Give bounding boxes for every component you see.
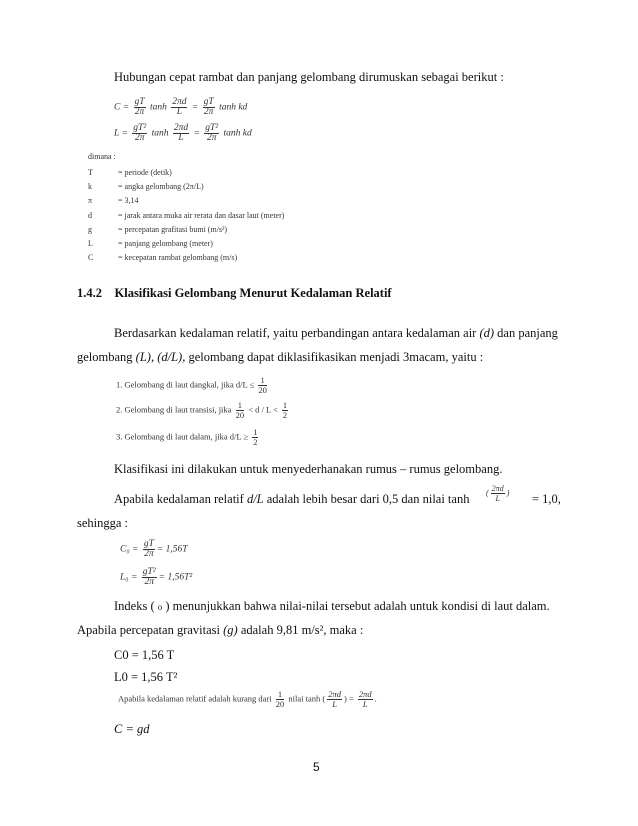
formula2-fn: tanh (151, 128, 169, 139)
formula4-lhs: L₀ (120, 572, 129, 583)
formula1-den3: 2π (203, 107, 214, 117)
para5-text-e: . (374, 693, 377, 704)
class-shallow-text: 1. Gelombang di laut dangkal, jika d/L ≤ (116, 379, 255, 390)
class-transition-den: 20 (235, 410, 245, 420)
definition-row (88, 237, 284, 251)
definition-row (88, 251, 284, 265)
class-shallow-den: 20 (258, 385, 267, 395)
class-shallow-num: 1 (258, 376, 267, 386)
para1-text-l2a: gelombang (77, 350, 136, 364)
formula1-num1: gT (134, 97, 145, 107)
para1-line2 (77, 350, 483, 365)
class-deep-num: 1 (253, 427, 258, 437)
c0-value: C0 = 1,56 T (114, 648, 175, 662)
class-transition-num2: 1 (282, 400, 288, 410)
definition-description: = kecepatan rambat gelombang (m/s) (118, 253, 238, 263)
formula2-num2: 2πd (173, 123, 189, 133)
para3-var-dl: d/L (246, 492, 264, 506)
para1-text-a: Berdasarkan kedalaman relatif, yaitu perbandingan antara kedalaman air (114, 326, 480, 340)
formula2-tail: tanh kd (223, 128, 252, 139)
tanh-arg-num: 2πd (491, 484, 504, 493)
section-number: 1.4.2 (77, 286, 102, 300)
formula1-lhs: C (114, 102, 121, 113)
section-heading (77, 286, 392, 301)
definition-row (88, 180, 284, 194)
definition-description: = periode (detik) (118, 168, 172, 177)
formula2-den2: L (178, 133, 184, 143)
para5-text-a: Apabila kedalaman relatif adalah kurang dari (118, 693, 272, 704)
definition-symbol: g (88, 224, 92, 234)
class-deep-text: 3. Gelombang di laut dalam, jika d/L ≥ (116, 431, 249, 442)
definition-description: = jarak antara muka air rerata dan dasar laut (meter) (118, 210, 285, 220)
intro-line: Hubungan cepat rambat dan panjang gelombang dirumuskan sebagai berikut : (114, 70, 504, 84)
class-item-deep (116, 428, 260, 447)
para2: Klasifikasi ini dilakukan untuk menyederhanakan rumus – rumus gelombang. (114, 462, 503, 476)
section-title: Klasifikasi Gelombang Menurut Kedalaman Relatif (114, 286, 392, 300)
para4-text-l2c: adalah 9,81 m/s², maka : (237, 623, 364, 637)
definition-row (88, 223, 284, 237)
definition-description: = angka gelombang (2π/L) (118, 182, 204, 192)
formula4-num: gT² (142, 567, 156, 577)
para5-shallow-condition (118, 690, 377, 709)
para5-n2: 2πd (328, 689, 341, 699)
formula4-den: 2π (144, 577, 154, 587)
para3-line1 (114, 492, 469, 507)
para1-var-d: (d) (479, 326, 495, 340)
formula2-num1: gT² (133, 123, 147, 133)
para3-equals: = 1,0, (532, 492, 561, 506)
formula-l0: L₀ = $\frac{\text{gT²}}{2\pi}$ = 1,56T² (120, 567, 193, 587)
formula-c-dispersion: C = $\frac{gT}{2\pi}$ tanh $\frac{2\pi d}{L}$ = $\frac{gT}{2\pi}$ tanh kd (114, 97, 248, 117)
formula-c0: C₀ = $\frac{gT}{2\pi}$ = 1,56T (120, 539, 188, 559)
formula1-fn: tanh (149, 102, 167, 113)
definition-symbol: π (88, 196, 93, 206)
para5-d2: L (332, 699, 337, 709)
formula1-den2: L (176, 107, 182, 117)
formula2-num3: gT² (205, 123, 219, 133)
page-number: 5 (313, 760, 320, 774)
para5-n3: 2πd (358, 689, 372, 699)
definition-symbol: k (88, 182, 92, 192)
formula3-num: gT (143, 539, 154, 549)
formula1-num2: 2πd (172, 97, 187, 107)
para4-var-g: (g) (223, 623, 238, 637)
definition-description: = percepatan grafitasi bumi (m/s²) (118, 224, 228, 234)
para1-var-l: (L), (d/L), (135, 350, 186, 364)
para4-line1 (114, 599, 550, 614)
tanh-arg-den: L (495, 494, 500, 503)
para5-text-b: nilai tanh ( (288, 693, 326, 704)
c-gd-formula: C = gd (114, 722, 150, 736)
dimana-label: dimana : (88, 152, 116, 161)
formula2-lhs: L (114, 128, 120, 139)
definition-list (88, 166, 284, 265)
l0-value: L0 = 1,56 T² (114, 670, 178, 684)
para5-text-c: ) = (343, 693, 354, 704)
definition-symbol: T (88, 168, 93, 177)
definition-row (88, 166, 284, 180)
definition-description: = panjang gelombang (meter) (118, 239, 213, 249)
definition-row (88, 194, 284, 208)
para5-den: 20 (275, 699, 285, 709)
para4-text-l2a: Apabila percepatan gravitasi (77, 623, 224, 637)
para3-text-c: adalah lebih besar dari 0,5 dan nilai tanh (263, 492, 470, 506)
definition-row (88, 209, 284, 223)
formula-l-dispersion: L = $\frac{\text{gT²}}{2\pi}$ tanh $\frac{2\pi d}{L}$ = $\frac{\text{gT²}}{2\pi}$ tanh kd (114, 123, 252, 143)
para1-text-l2c: gelombang dapat diklasifikasikan menjadi 3macam, yaitu : (185, 350, 484, 364)
formula3-den: 2π (144, 549, 154, 559)
class-item-transition (116, 401, 290, 420)
formula3-lhs: C₀ (120, 544, 130, 555)
para4-text-a: Indeks ( (114, 599, 158, 613)
para3-text-a: Apabila kedalaman relatif (114, 492, 247, 506)
formula2-den1: 2π (134, 133, 145, 143)
formula4-rhs: = 1,56T² (158, 572, 193, 583)
para5-num: 1 (276, 690, 285, 700)
class-transition-text: 2. Gelombang di laut transisi, jika (116, 404, 232, 415)
para4-line2 (77, 623, 363, 638)
para1-line1 (114, 326, 558, 341)
para4-text-c: ) menunjukkan bahwa nilai-nilai tersebut adalah untuk kondisi di laut dalam. (162, 599, 550, 613)
definition-symbol: L (88, 239, 93, 249)
definition-symbol: C (88, 253, 94, 263)
definition-description: = 3,14 (118, 196, 139, 206)
para3-tanh-arg: ( $\frac{2\pi d}{L}$ ) (486, 484, 510, 503)
definition-symbol: d (88, 210, 92, 220)
formula1-den1: 2π (134, 107, 145, 117)
class-transition-num: 1 (236, 401, 245, 411)
formula2-den3: 2π (206, 133, 217, 143)
para5-d3: L (362, 699, 368, 709)
class-item-shallow (116, 376, 269, 395)
class-deep-den: 2 (253, 437, 258, 447)
class-transition-den2: 2 (282, 410, 288, 420)
para3-line2: sehingga : (77, 516, 129, 530)
class-transition-after: < d / L < (248, 404, 278, 415)
formula1-num3: gT (203, 97, 214, 107)
para4-index: o (157, 602, 163, 612)
para1-text-c: dan panjang (494, 326, 558, 340)
formula3-rhs: = 1,56T (156, 544, 188, 555)
formula1-tail: tanh kd (219, 102, 248, 113)
